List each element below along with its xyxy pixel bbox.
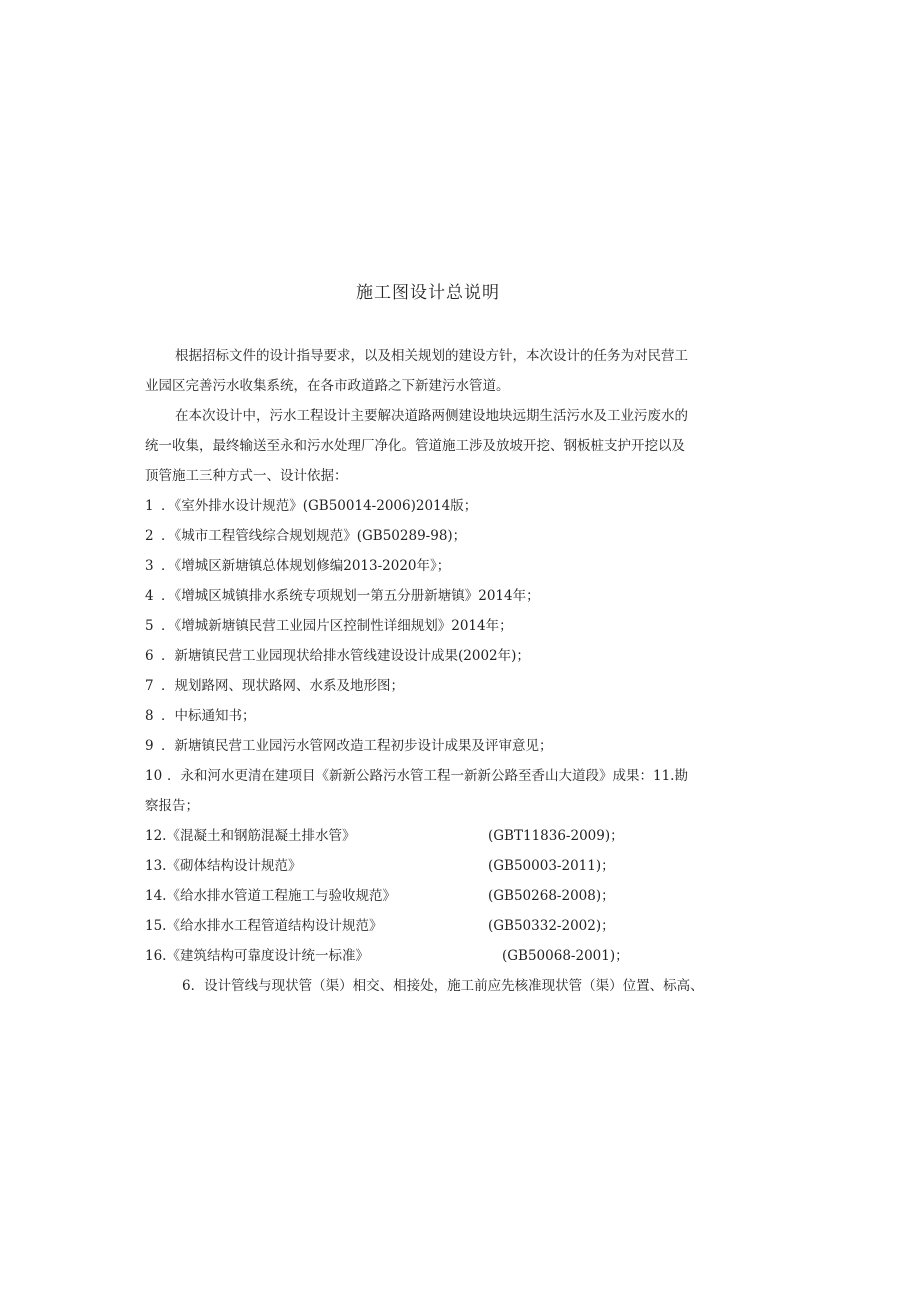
- standard-row: [145, 941, 745, 971]
- basis-item-number: 1: [145, 498, 154, 514]
- standard-number: 15.: [145, 918, 167, 934]
- basis-item: [145, 611, 745, 641]
- basis-item-continuation: 察报告；: [145, 798, 199, 814]
- basis-item-text: ．《城市工程管线综合规划规范》(GB50289-98)；: [161, 528, 467, 544]
- basis-item-number: 9: [145, 738, 154, 754]
- standard-row: [145, 821, 745, 851]
- basis-item-text: ．规划路网、现状路网、水系及地形图；: [161, 678, 404, 694]
- basis-item-text: ．《增城区城镇排水系统专项规划一第五分册新塘镇》2014年；: [161, 588, 540, 604]
- standard-code: (GB50268-2008)；: [488, 888, 615, 904]
- basis-item: [145, 731, 745, 761]
- basis-item-text: ．永和河水更清在建项目《新新公路污水管工程一新新公路至香山大道段》成果：11.勘: [167, 768, 688, 784]
- basis-item-text: ．中标通知书；: [161, 708, 256, 724]
- basis-item: [145, 551, 745, 581]
- standard-code: (GB50068-2001)；: [502, 948, 629, 964]
- basis-item-number: 7: [145, 678, 154, 694]
- basis-item-text: ．新塘镇民营工业园现状给排水管线建设设计成果(2002年)；: [161, 648, 530, 664]
- standard-row: [145, 851, 745, 881]
- standard-code: (GBT11836-2009)；: [488, 828, 624, 844]
- basis-item: [145, 641, 745, 671]
- basis-item-text: ．《增城新塘镇民营工业园片区控制性详细规划》2014年；: [161, 618, 513, 634]
- last-paragraph-line: 6．设计管线与现状管（渠）相交、相接处，施工前应先核准现状管（渠）位置、标高、: [182, 978, 704, 994]
- paragraph-line: 统一收集，最终输送至永和污水处理厂净化。管道施工涉及放坡开挖、钢板桩支护开挖以及: [145, 438, 685, 454]
- standard-name: 《砌体结构设计规范》: [166, 858, 302, 874]
- document-body: [145, 341, 745, 1001]
- basis-item-number: 4: [145, 588, 154, 604]
- basis-item-text: ．《室外排水设计规范》(GB50014-2006)2014版；: [161, 498, 478, 514]
- standard-name: 《给水排水工程管道结构设计规范》: [166, 918, 383, 934]
- standard-row: [145, 881, 745, 911]
- basis-item: [145, 701, 745, 731]
- basis-item-number: 5: [145, 618, 154, 634]
- standard-name: 《混凝土和钢筋混凝土排水管》: [166, 828, 356, 844]
- standard-number: 16.: [145, 948, 167, 964]
- basis-item: [145, 521, 745, 551]
- basis-item-number: 8: [145, 708, 154, 724]
- document-title: 施工图设计总说明: [356, 283, 500, 303]
- standard-row: [145, 911, 745, 941]
- basis-item-number: 6: [145, 648, 154, 664]
- standard-number: 12.: [145, 828, 167, 844]
- basis-item: [145, 761, 745, 791]
- standard-name: 《给水排水管道工程施工与验收规范》: [166, 888, 396, 904]
- basis-item-number: 10: [145, 768, 163, 784]
- standard-code: (GB50332-2002)；: [488, 918, 615, 934]
- paragraph-line: 根据招标文件的设计指导要求，以及相关规划的建设方针，本次设计的任务为对民营工: [175, 348, 688, 364]
- paragraph-line: 业园区完善污水收集系统，在各市政道路之下新建污水管道。: [145, 378, 510, 394]
- basis-item: [145, 491, 745, 521]
- basis-item-number: 3: [145, 558, 154, 574]
- basis-item-text: ．新塘镇民营工业园污水管网改造工程初步设计成果及评审意见；: [161, 738, 553, 754]
- basis-item-number: 2: [145, 528, 154, 544]
- standard-number: 14.: [145, 888, 167, 904]
- standard-name: 《建筑结构可靠度设计统一标准》: [166, 948, 369, 964]
- paragraph-line: 顶管施工三种方式一、设计依据：: [145, 468, 348, 484]
- basis-item-text: ．《增城区新塘镇总体规划修编2013-2020年》；: [161, 558, 451, 574]
- basis-item: [145, 671, 745, 701]
- standard-code: (GB50003-2011)；: [488, 858, 615, 874]
- paragraph-line: 在本次设计中，污水工程设计主要解决道路两侧建设地块远期生活污水及工业污废水的: [175, 408, 688, 424]
- standard-number: 13.: [145, 858, 167, 874]
- basis-item: [145, 581, 745, 611]
